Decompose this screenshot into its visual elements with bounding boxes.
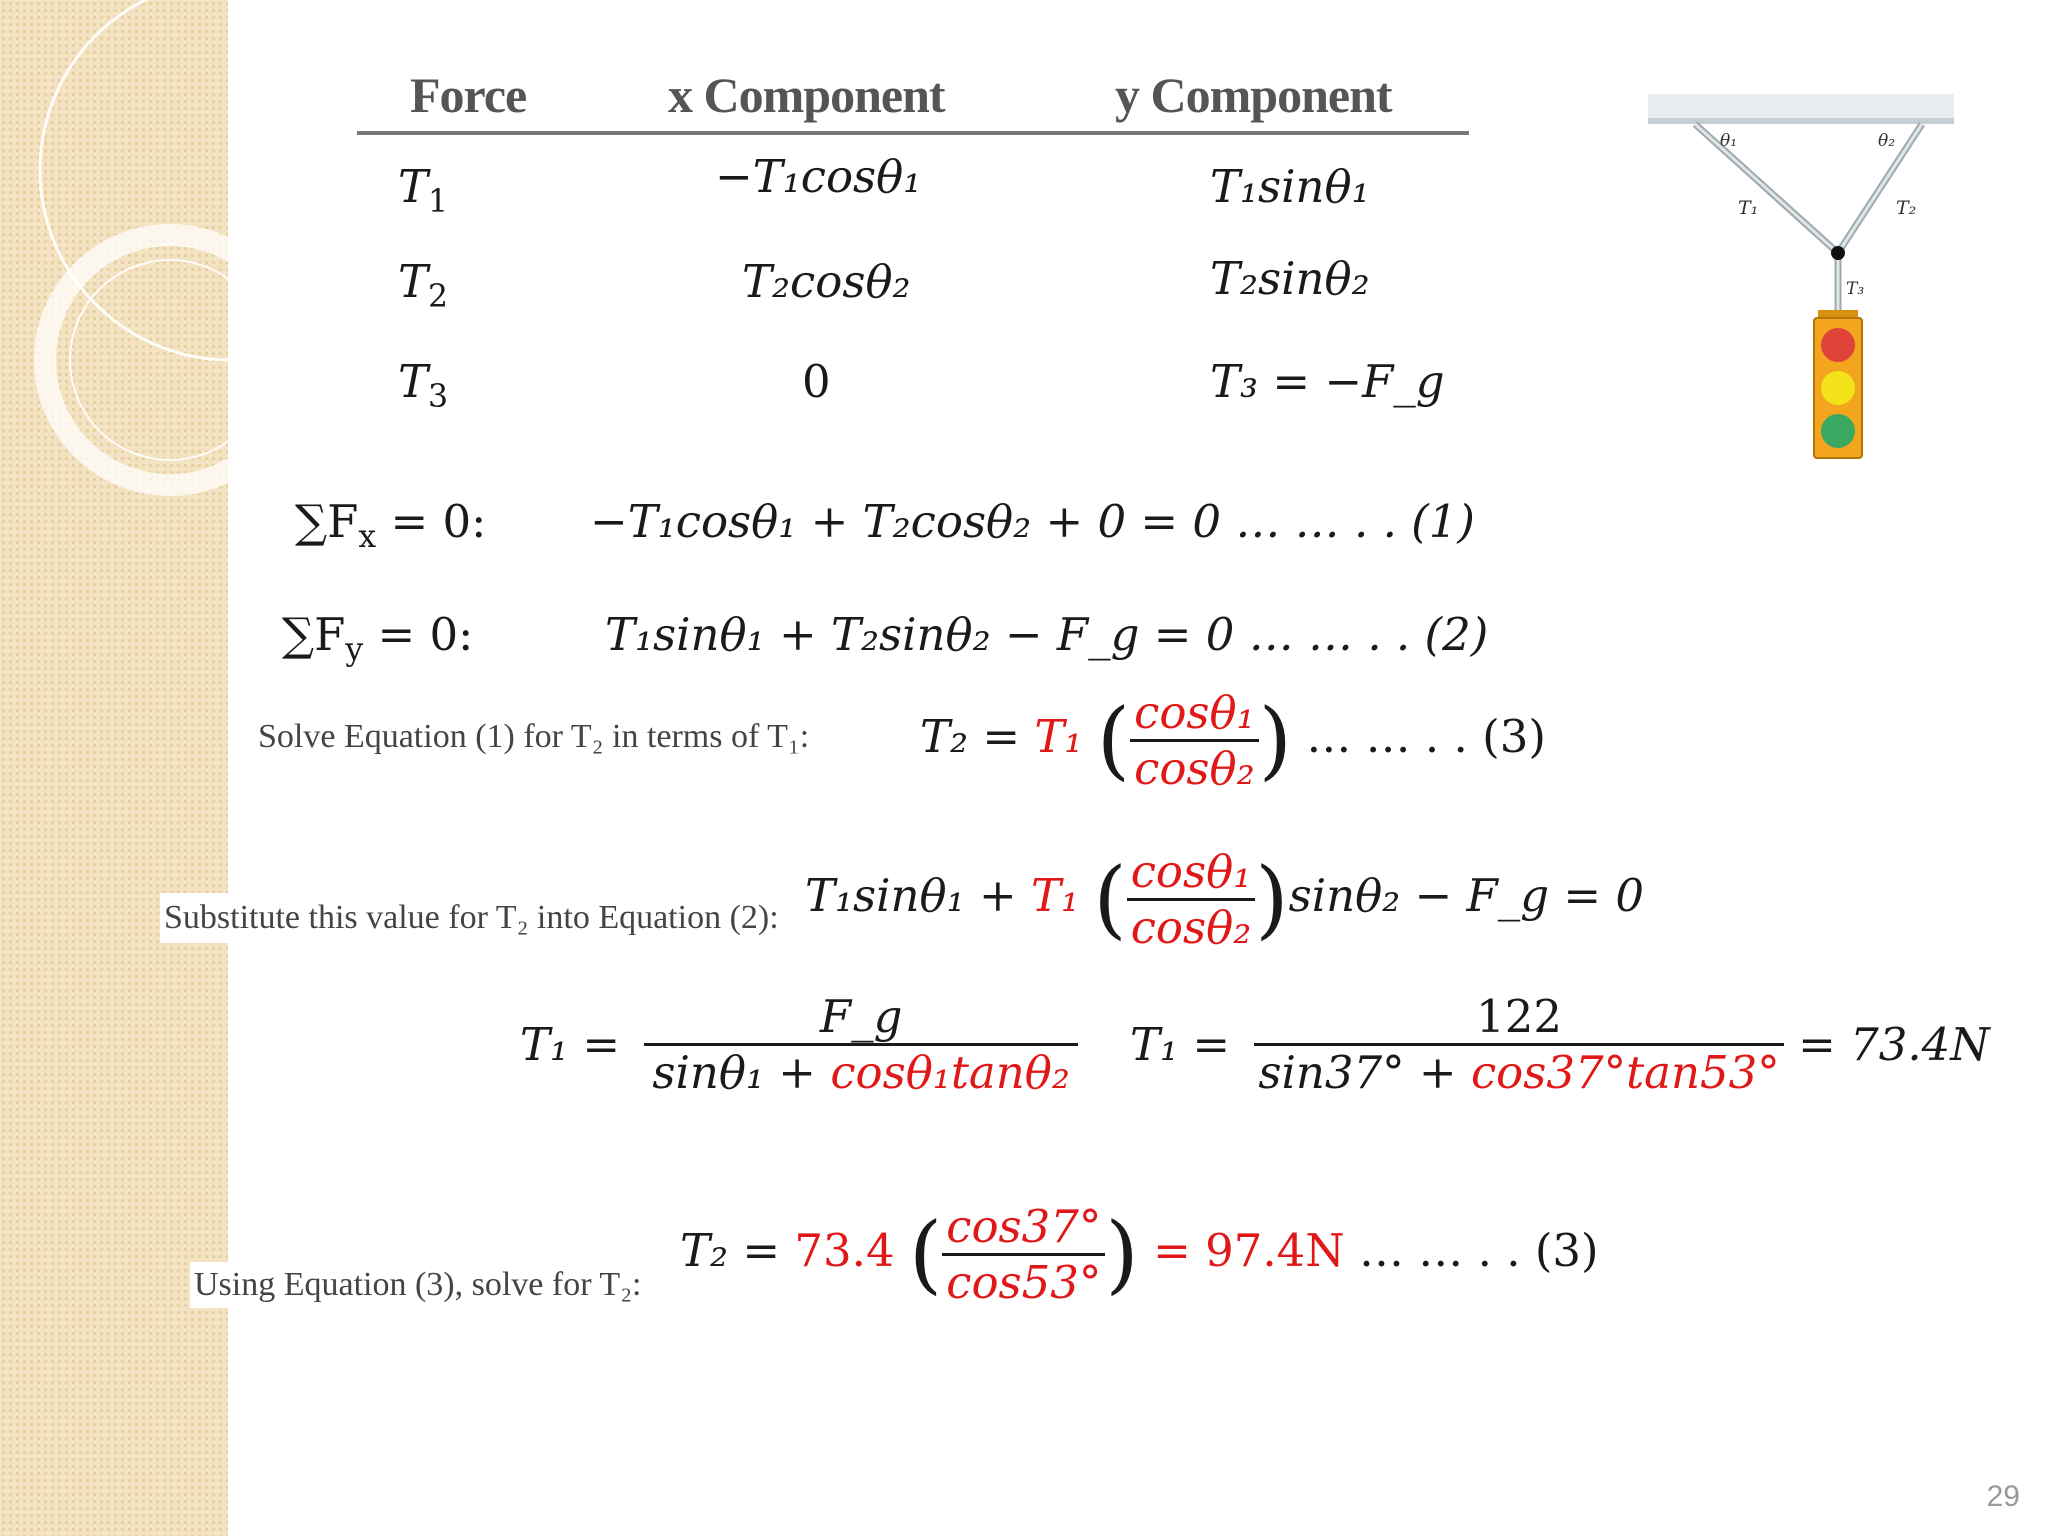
row3-force: $T_3$ xyxy=(398,355,449,416)
equation-7: T₂ = 73.4 ( $\frac{\cos 37^\circ}{\cos 53^\circ}$ ) = 97.4N … … . . (3) xyxy=(680,1200,1599,1309)
row2-force: $T_2$ xyxy=(398,255,449,316)
equation-4: T₁sinθ₁ + T₁ ( $\frac{\text{cosθ₁}}{\text{cosθ₂}}$ )sinθ₂ − F_g = 0 xyxy=(805,845,1644,954)
row2-y: T₂sinθ₂ xyxy=(1210,252,1370,305)
green-light xyxy=(1821,414,1855,448)
table-rule xyxy=(357,131,1469,135)
sum-fx-label: $\sum F_x = 0$: xyxy=(295,495,487,556)
equation-3: T₂ = T₁ ( $\frac{\text{cosθ₁}}{\text{cosθ₂}}$ ) … … . . (3) xyxy=(920,686,1546,795)
theta2-label: θ₂ xyxy=(1878,131,1896,151)
red-light xyxy=(1821,328,1855,362)
note-using-eq3: Using Equation (3), solve for T₂: xyxy=(190,1262,646,1308)
row2-x: T₂cosθ₂ xyxy=(742,255,911,308)
equation-5: T₁ = $\frac{F\_g}{\text{sinθ₁ + cosθ₁tanθ₂}}$ xyxy=(520,990,1078,1099)
knot-point xyxy=(1831,246,1845,260)
equation-2: T₁sinθ₁ + T₂sinθ₂ − F_g = 0 … … . . (2) xyxy=(605,608,1489,661)
page-number: 29 xyxy=(1986,1480,2020,1513)
header-x-component: x Component xyxy=(668,67,945,123)
row1-force: $T_1$ xyxy=(398,160,449,221)
row1-x: −T₁cosθ₁ xyxy=(715,150,922,203)
sum-fy-label: $\sum F_y = 0$: xyxy=(282,608,474,669)
t1-label: T₁ xyxy=(1738,197,1759,219)
equation-1: −T₁cosθ₁ + T₂cosθ₂ + 0 = 0 … … . . (1) xyxy=(590,495,1475,548)
header-force: Force xyxy=(410,67,527,123)
t2-label: T₂ xyxy=(1896,197,1917,219)
row3-y: T₃ = −F_g xyxy=(1210,355,1445,408)
theta1-label: θ₁ xyxy=(1720,131,1738,151)
t3-label: T₃ xyxy=(1846,279,1865,299)
note-substitute: Substitute this value for T₂ into Equation (2): xyxy=(160,893,783,943)
yellow-light xyxy=(1821,371,1855,405)
equation-6: T₁ = $\frac{122}{\sin 37^\circ + \cos 37^\circ\tan 53^\circ}$ = 73.4N xyxy=(1130,990,1990,1099)
traffic-light-diagram xyxy=(1640,88,1960,468)
row1-y: T₁sinθ₁ xyxy=(1210,160,1370,213)
note-solve-eq1: Solve Equation (1) for T₂ in terms of T₁: xyxy=(258,718,810,755)
row3-x: 0 xyxy=(802,355,831,408)
header-y-component: y Component xyxy=(1115,67,1392,123)
